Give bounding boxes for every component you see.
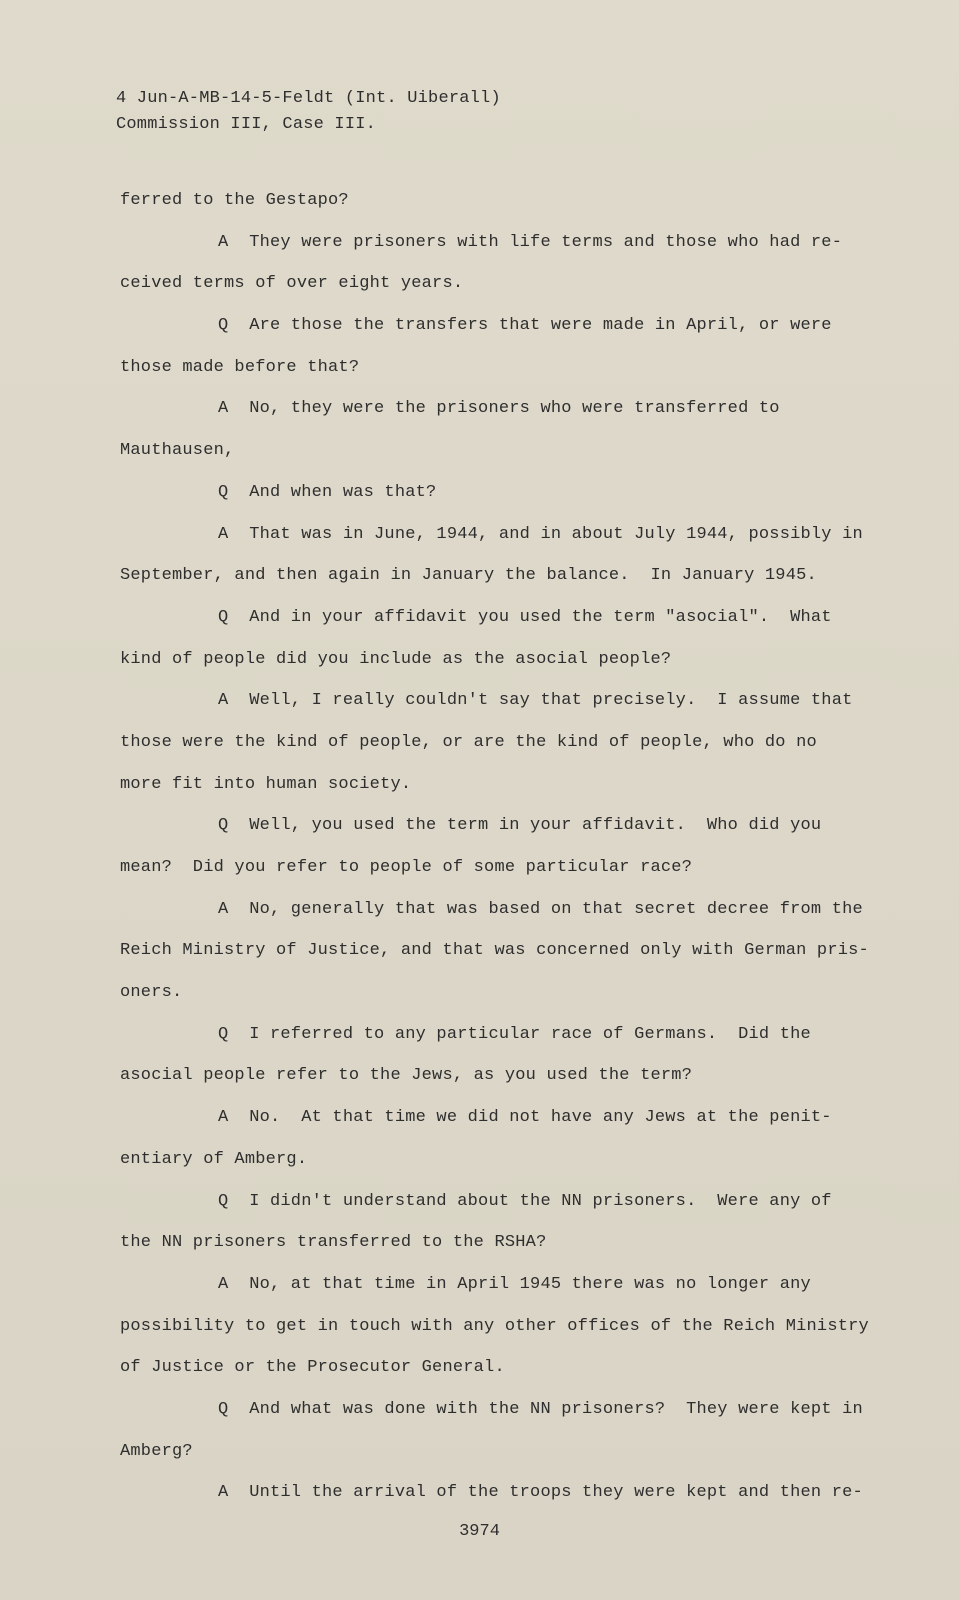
transcript-line: Q And in your affidavit you used the term "asocial". What (218, 607, 832, 627)
transcript-line: oners. (120, 983, 183, 1003)
transcript-line: A They were prisoners with life terms and those who had re- (218, 232, 843, 252)
transcript-line: Q Are those the transfers that were made in April, or were (218, 316, 832, 336)
header-reference: 4 Jun-A-MB-14-5-Feldt (Int. Uiberall) (116, 89, 501, 108)
transcript-line: the NN prisoners transferred to the RSHA? (120, 1233, 547, 1253)
transcript-line: those made before that? (120, 357, 360, 377)
transcript-line: entiary of Amberg. (120, 1149, 308, 1169)
page-number: 3974 (459, 1522, 500, 1541)
transcript-line: kind of people did you include as the asocial people? (120, 649, 672, 669)
transcript-line: A No, generally that was based on that secret decree from the (218, 899, 863, 919)
transcript-body (120, 190, 880, 1524)
transcript-line: Q Well, you used the term in your affidavit. Who did you (218, 816, 822, 836)
transcript-line: September, and then again in January the balance. In January 1945. (120, 566, 817, 586)
transcript-line: ceived terms of over eight years. (120, 274, 464, 294)
transcript-line: mean? Did you refer to people of some particular race? (120, 858, 693, 877)
header-commission: Commission III, Case III. (116, 115, 377, 134)
transcript-line: A No, at that time in April 1945 there was no longer any (218, 1274, 811, 1294)
document-header (116, 86, 501, 138)
transcript-line: those were the kind of people, or are the kind of people, who do no (120, 732, 817, 752)
transcript-line: Reich Ministry of Justice, and that was concerned only with German pris- (120, 941, 869, 961)
transcript-line: of Justice or the Prosecutor General. (120, 1358, 505, 1378)
transcript-line: A Well, I really couldn't say that precisely. I assume that (218, 691, 853, 711)
transcript-line: Q I didn't understand about the NN prisoners. Were any of (218, 1191, 832, 1211)
transcript-line: A No, they were the prisoners who were transferred to (218, 399, 780, 419)
transcript-line: A Until the arrival of the troops they were kept and then re- (218, 1483, 863, 1503)
transcript-line: A No. At that time we did not have any Jews at the penit- (218, 1108, 832, 1128)
transcript-line: Q And when was that? (218, 482, 437, 502)
transcript-line: Q And what was done with the NN prisoners? They were kept in (218, 1399, 863, 1419)
transcript-line: more fit into human society. (120, 774, 412, 794)
transcript-line: Amberg? (120, 1441, 193, 1461)
transcript-line: ferred to the Gestapo? (120, 191, 349, 210)
transcript-line: Mauthausen, (120, 441, 235, 461)
transcript-line: A That was in June, 1944, and in about July 1944, possibly in (218, 524, 863, 544)
transcript-line: Q I referred to any particular race of Germans. Did the (218, 1024, 811, 1044)
transcript-line: possibility to get in touch with any other offices of the Reich Ministry (120, 1316, 869, 1336)
transcript-line: asocial people refer to the Jews, as you used the term? (120, 1066, 693, 1086)
